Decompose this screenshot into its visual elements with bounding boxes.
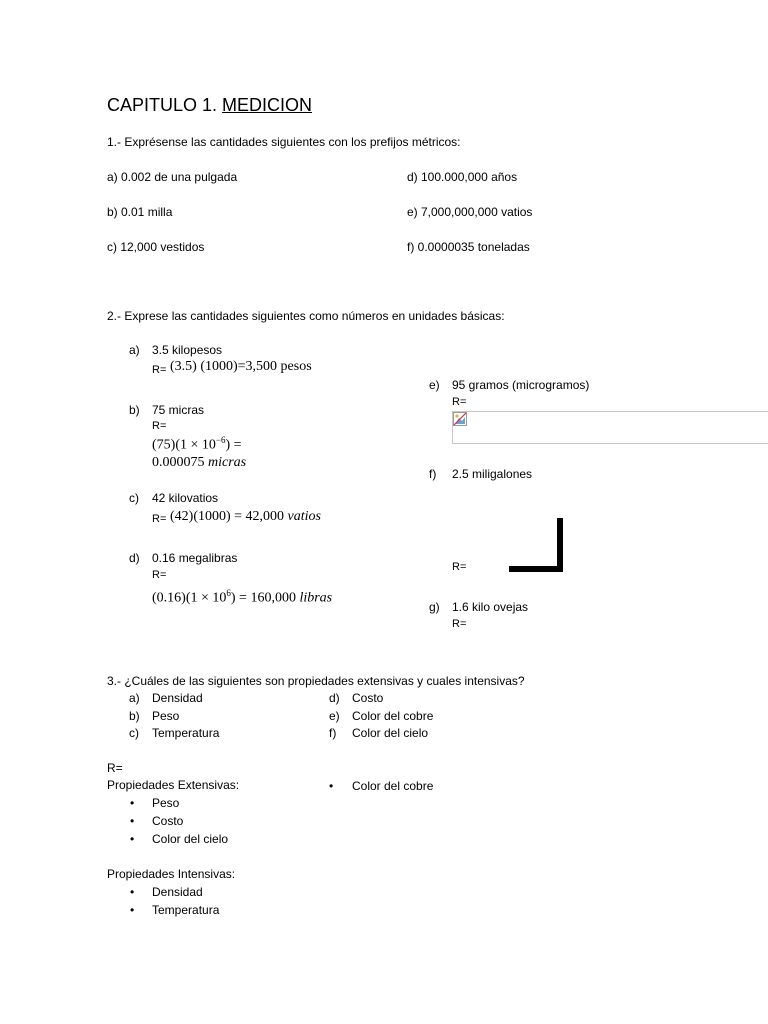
bracket-shape-horizontal	[509, 566, 563, 572]
extra-bullet-item: Color del cobre	[352, 779, 434, 793]
q2d-math-text: (0.16)(1 × 10	[152, 590, 227, 606]
q2b-math1b: ) =	[225, 437, 242, 453]
bracket-shape-vertical	[557, 518, 563, 572]
bullet-icon: •	[130, 796, 135, 810]
bullet-icon: •	[130, 832, 135, 846]
q2f-r: R=	[452, 561, 467, 573]
q3-left-a-label: a)	[129, 691, 140, 705]
q2b-exp1: −6	[215, 435, 226, 445]
q2f-text: 2.5 miligalones	[452, 467, 533, 481]
q2a-math: (3.5) (1000)=3,500 pesos	[170, 359, 312, 374]
title-prefix: CAPITULO 1.	[107, 95, 223, 115]
q2c-math-text: (42)(1000) = 42,000	[170, 509, 288, 524]
q2b-math1: (75)(1 × 10	[152, 437, 216, 453]
q1-item-c: c) 12,000 vestidos	[107, 240, 205, 254]
q1-item-b: b) 0.01 milla	[107, 205, 173, 219]
q2a-text: 3.5 kilopesos	[152, 343, 223, 357]
q2d-math	[152, 588, 332, 607]
intensiva-item-1: Densidad	[152, 885, 203, 899]
q2b-text: 75 micras	[152, 403, 205, 417]
q2g-r: R=	[452, 618, 467, 630]
q2b-math-line2	[152, 455, 246, 471]
q3-right-f-text: Color del cielo	[352, 726, 429, 740]
q2d-math-italic: libras	[299, 590, 333, 606]
q2c-math	[170, 509, 321, 525]
extensiva-item-3: Color del cielo	[152, 832, 229, 846]
q3-right-e-label: e)	[329, 709, 340, 723]
q3-left-c-label: c)	[129, 726, 139, 740]
title-underlined: MEDICION	[222, 95, 313, 115]
q2c-math-italic: vatios	[287, 509, 321, 524]
q3-left-c-text: Temperatura	[152, 726, 220, 740]
q2a-label: a)	[129, 343, 140, 357]
page-title	[107, 95, 312, 116]
q1-item-e: e) 7,000,000,000 vatios	[407, 205, 533, 219]
q2d-math-b: ) = 160,000	[230, 590, 300, 606]
q3-r: R=	[107, 761, 123, 775]
intensivas-title: Propiedades Intensivas:	[107, 867, 236, 881]
q2-prompt: 2.- Exprese las cantidades siguientes como números en unidades básicas:	[107, 309, 505, 323]
q2d-label: d)	[129, 551, 140, 565]
q2b-math2i: micras	[208, 455, 247, 470]
bullet-icon: •	[130, 885, 135, 899]
q3-left-b-label: b)	[129, 709, 140, 723]
q2e-label: e)	[429, 378, 440, 392]
q2g-label: g)	[429, 600, 440, 614]
q1-item-a: a) 0.002 de una pulgada	[107, 170, 238, 184]
bullet-icon: •	[329, 779, 334, 793]
q2d-r: R=	[152, 569, 167, 581]
q2c-label: c)	[129, 491, 139, 505]
intensiva-item-2: Temperatura	[152, 903, 220, 917]
q2d-exp: 6	[226, 588, 231, 598]
q3-right-e-text: Color del cobre	[352, 709, 434, 723]
q2b-math2: 0.000075	[152, 455, 208, 470]
broken-image-icon	[453, 412, 467, 426]
q3-right-d-text: Costo	[352, 691, 384, 705]
q3-right-f-label: f)	[329, 726, 337, 740]
q1-item-d: d) 100.000,000 años	[407, 170, 518, 184]
q2b-label: b)	[129, 403, 140, 417]
q3-prompt: 3.- ¿Cuáles de las siguientes son propiedades extensivas y cuales intensivas?	[107, 674, 525, 688]
q3-left-a-text: Densidad	[152, 691, 203, 705]
q2a-r: R=	[152, 364, 167, 376]
bullet-icon: •	[130, 903, 135, 917]
bullet-icon: •	[130, 814, 135, 828]
q3-left-b-text: Peso	[152, 709, 180, 723]
extensivas-title: Propiedades Extensivas:	[107, 778, 240, 792]
q1-prompt: 1.- Exprésense las cantidades siguientes con los prefijos métricos:	[107, 135, 461, 149]
q2e-r: R=	[452, 396, 467, 408]
extensiva-item-2: Costo	[152, 814, 184, 828]
q2b-math-line1	[152, 435, 242, 454]
q2e-text: 95 gramos (microgramos)	[452, 378, 590, 392]
extensiva-item-1: Peso	[152, 796, 180, 810]
q2c-text: 42 kilovatios	[152, 491, 219, 505]
q2g-text: 1.6 kilo ovejas	[452, 600, 529, 614]
q2f-label: f)	[429, 467, 437, 481]
q2d-text: 0.16 megalibras	[152, 551, 238, 565]
q1-item-f: f) 0.0000035 toneladas	[407, 240, 530, 254]
q2c-r: R=	[152, 513, 167, 525]
q3-right-d-label: d)	[329, 691, 340, 705]
broken-image-frame	[452, 411, 768, 444]
q2b-r: R=	[152, 420, 167, 432]
